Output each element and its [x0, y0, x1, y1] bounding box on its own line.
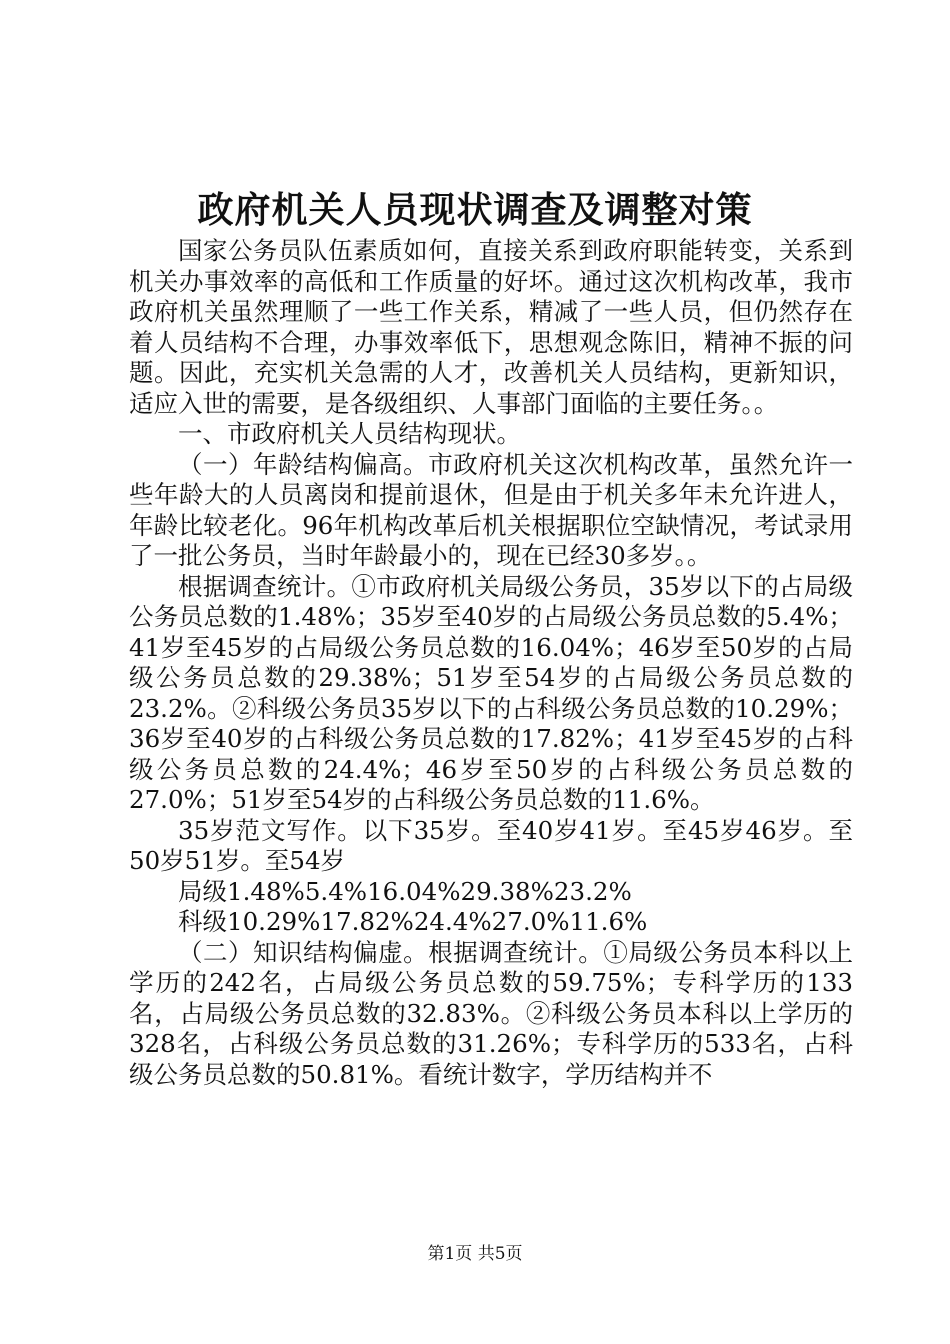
paragraph-age-ranges: 35岁范文写作。以下35岁。至40岁41岁。至45岁46岁。至50岁51岁。至54岁	[129, 815, 853, 875]
paragraph-age-structure: （一）年龄结构偏高。市政府机关这次机构改革，虽然允许一些年龄大的人员离岗和提前退休，但是由于机关多年未允许进人，年龄比较老化。96年机构改革后机关根据职位空缺情况，考试录用了一批公务员，当时年龄最小的，现在已经30多岁。。	[129, 449, 853, 570]
paragraph-intro: 国家公务员队伍素质如何，直接关系到政府职能转变，关系到机关办事效率的高低和工作质量的好坏。通过这次机构改革，我市政府机关虽然理顺了一些工作关系，精减了一些人员，但仍然存在着人员结构不合理，办事效率低下，思想观念陈旧，精神不振的问题。因此，充实机关急需的人才，改善机关人员结构，更新知识，适应入世的需要，是各级组织、人事部门面临的主要任务。。	[129, 236, 853, 418]
paragraph-knowledge-structure: （二）知识结构偏虚。根据调查统计。①局级公务员本科以上学历的242名，占局级公务员总数的59.75%；专科学历的133名，占局级公务员总数的32.83%。②科级公务员本科以上学历的328名，占科级公务员总数的31.26%；专科学历的533名，占科级公务员总数的50.81%。看统计数字，学历结构并不	[129, 937, 853, 1089]
paragraph-survey-stats: 根据调查统计。①市政府机关局级公务员，35岁以下的占局级公务员总数的1.48%；35岁至40岁的占局级公务员总数的5.4%；41岁至45岁的占局级公务员总数的16.04%；46岁至50岁的占局级公务员总数的29.38%；51岁至54岁的占局级公务员总数的23.2%。②科级公务员35岁以下的占科级公务员总数的10.29%；36岁至40岁的占科级公务员总数的17.82%；41岁至45岁的占科级公务员总数的24.4%；46岁至50岁的占科级公务员总数的27.0%；51岁至54岁的占科级公务员总数的11.6%。	[129, 571, 853, 814]
page-footer: 第1页 共5页	[427, 1244, 523, 1264]
section-heading-1: 一、市政府机关人员结构现状。	[178, 419, 521, 448]
document-title: 政府机关人员现状调查及调整对策	[197, 189, 753, 231]
paragraph-bureau-row: 局级1.48%5.4%16.04%29.38%23.2%	[178, 876, 632, 906]
paragraph-section-row: 科级10.29%17.82%24.4%27.0%11.6%	[178, 907, 648, 936]
document-body	[129, 236, 853, 1090]
